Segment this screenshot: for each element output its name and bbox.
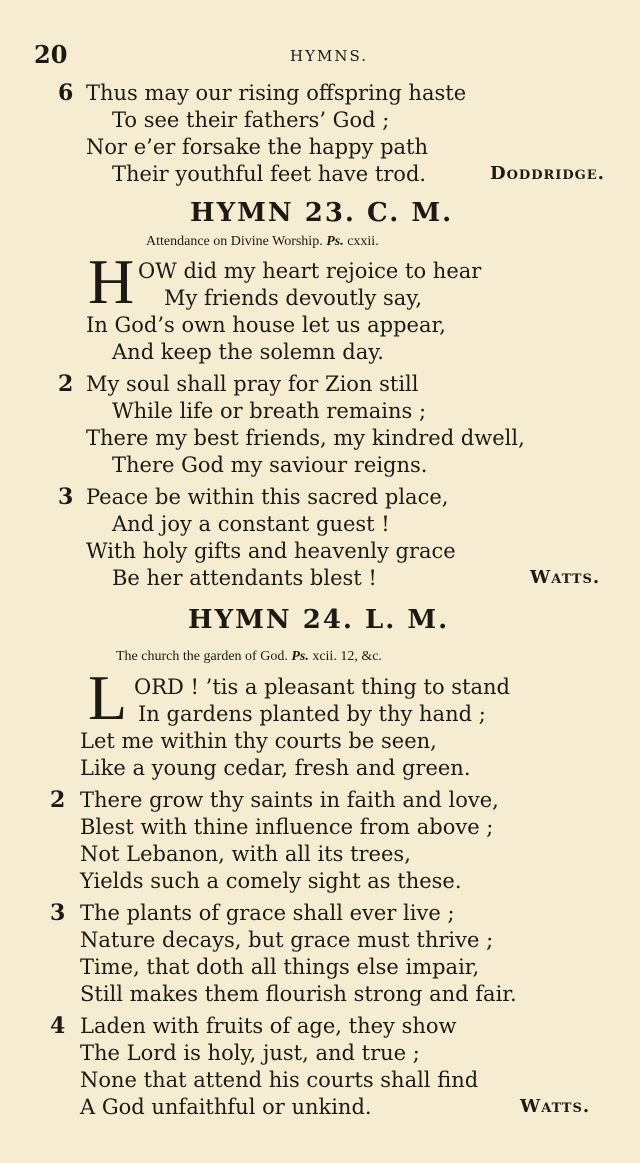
hymn-author: Watts. [530, 567, 601, 588]
hymn-subtitle [116, 649, 382, 665]
verse-line: There God my saviour reigns. [112, 453, 428, 477]
verse-line: ORD ! ’tis a pleasant thing to stand [134, 675, 510, 699]
verse-line: The plants of grace shall ever live ; [80, 901, 455, 925]
verse-line: There grow thy saints in faith and love, [80, 788, 499, 812]
verse-line: Be her attendants blest ! [112, 566, 377, 590]
verse-line: In God’s own house let us appear, [86, 313, 446, 337]
hymn-author: Watts. [520, 1096, 591, 1117]
hymn-title: HYMN 23. C. M. [190, 198, 454, 228]
verse-line: Let me within thy courts be seen, [80, 729, 437, 753]
verse-line: To see their fathers’ God ; [112, 108, 390, 132]
verse-line: A God unfaithful or unkind. [80, 1095, 372, 1119]
stanza-number: 6 [58, 80, 74, 106]
stanza-number: 3 [50, 900, 66, 926]
stanza-number: 2 [50, 787, 66, 813]
verse-line: And keep the solemn day. [112, 340, 384, 364]
page-number: 20 [34, 40, 68, 69]
verse-line: Laden with fruits of age, they show [80, 1014, 457, 1038]
verse-line: In gardens planted by thy hand ; [138, 702, 486, 726]
hymn-subtitle [146, 234, 379, 250]
stanza-number: 2 [58, 371, 74, 397]
verse-line: None that attend his courts shall find [80, 1068, 479, 1092]
hymn-title: HYMN 24. L. M. [188, 605, 450, 635]
verse-line: Nor e’er forsake the happy path [86, 135, 429, 159]
verse-line: Not Lebanon, with all its trees, [80, 842, 411, 866]
verse-line: Like a young cedar, fresh and green. [80, 756, 471, 780]
verse-line: Thus may our rising offspring haste [86, 81, 467, 105]
verse-line: Yields such a comely sight as these. [80, 869, 462, 893]
subtitle-text: Attendance on Divine Worship. [146, 234, 323, 249]
hymn-author: Doddridge. [490, 163, 605, 184]
running-title: HYMNS. [290, 47, 368, 65]
scripture-ref-label: Ps. [326, 234, 344, 249]
verse-line: Blest with thine influence from above ; [80, 815, 494, 839]
scripture-ref: xcii. 12, &c. [312, 649, 382, 664]
verse-line: Their youthful feet have trod. [112, 162, 427, 186]
verse-line: While life or breath remains ; [112, 399, 427, 423]
verse-line: There my best friends, my kindred dwell, [86, 426, 525, 450]
verse-line: Time, that doth all things else impair, [80, 955, 480, 979]
verse-line: OW did my heart rejoice to hear [138, 259, 482, 283]
verse-line: Peace be within this sacred place, [86, 485, 449, 509]
scripture-ref-label: Ps. [291, 649, 309, 664]
verse-line: Still makes them flourish strong and fair. [80, 982, 517, 1006]
verse-line: With holy gifts and heavenly grace [86, 539, 456, 563]
subtitle-text: The church the garden of God. [116, 649, 288, 664]
drop-cap: H [88, 246, 135, 317]
stanza-number: 3 [58, 484, 74, 510]
stanza-number: 4 [50, 1013, 66, 1039]
verse-line: The Lord is holy, just, and true ; [80, 1041, 420, 1065]
verse-line: My soul shall pray for Zion still [86, 372, 419, 396]
scripture-ref: cxxii. [347, 234, 379, 249]
verse-line: And joy a constant guest ! [112, 512, 390, 536]
verse-line: My friends devoutly say, [164, 286, 423, 310]
verse-line: Nature decays, but grace must thrive ; [80, 928, 494, 952]
drop-cap: L [88, 662, 128, 733]
